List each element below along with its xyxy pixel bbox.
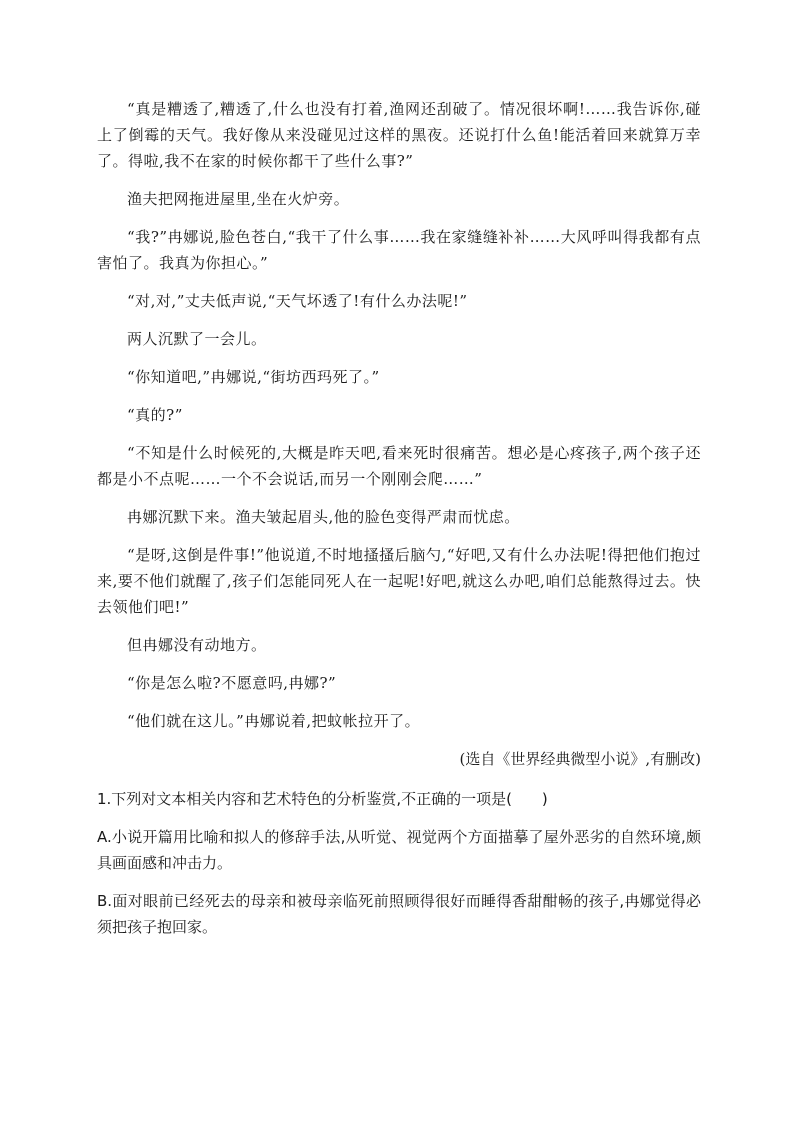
story-paragraph: “你知道吧,”冉娜说,“街坊西玛死了。” — [127, 368, 380, 386]
story-paragraph: “对,对,”丈夫低声说,“天气坏透了!有什么办法呢!” — [127, 292, 468, 310]
question-block — [97, 786, 701, 940]
story-paragraph: “你是怎么啦?不愿意吗,冉娜?” — [127, 674, 337, 692]
story-paragraph: “他们就在这儿。”冉娜说着,把蚊帐拉开了。 — [127, 712, 421, 730]
option-b: B.面对眼前已经死去的母亲和被母亲临死前照顾得很好而睡得香甜酣畅的孩子,冉娜觉得必须把孩子抱回家。 — [97, 892, 701, 936]
story-paragraph: “是呀,这倒是件事!”他说道,不时地搔搔后脑勺,“好吧,又有什么办法呢!得把他们抱过来,要不他们就醒了,孩子们怎能同死人在一起呢!好吧,就这么办吧,咱们总能熬得过去。快去领他们吧!” — [97, 546, 701, 616]
story-paragraph: “我?”冉娜说,脸色苍白,“我干了什么事……我在家缝缝补补……大风呼叫得我都有点害怕了。我真为你担心。” — [97, 228, 701, 272]
story-paragraph: “不知是什么时候死的,大概是昨天吧,看来死时很痛苦。想必是心疼孩子,两个孩子还都是小不点呢……一个不会说话,而另一个刚刚会爬……” — [97, 444, 701, 488]
question-stem: 1.下列对文本相关内容和艺术特色的分析鉴赏,不正确的一项是( ) — [97, 790, 548, 808]
story-text — [97, 96, 701, 772]
document-page — [97, 96, 701, 952]
source-citation: (选自《世界经典微型小说》,有删改) — [459, 750, 701, 768]
story-paragraph: “真是糟透了,糟透了,什么也没有打着,渔网还刮破了。情况很坏啊!……我告诉你,碰上了倒霉的天气。我好像从来没碰见过这样的黑夜。还说打什么鱼!能活着回来就算万幸了。得啦,我不在家的时候你都干了些什么事?” — [97, 100, 701, 170]
story-paragraph: “真的?” — [127, 406, 183, 424]
story-paragraph: 渔夫把网拖进屋里,坐在火炉旁。 — [127, 190, 350, 208]
story-paragraph: 冉娜沉默下来。渔夫皱起眉头,他的脸色变得严肃而忧虑。 — [127, 508, 520, 526]
story-paragraph: 但冉娜没有动地方。 — [127, 636, 267, 654]
option-a: A.小说开篇用比喻和拟人的修辞手法,从听觉、视觉两个方面描摹了屋外恶劣的自然环境,颇具画面感和冲击力。 — [97, 828, 701, 872]
story-paragraph: 两人沉默了一会儿。 — [127, 330, 267, 348]
